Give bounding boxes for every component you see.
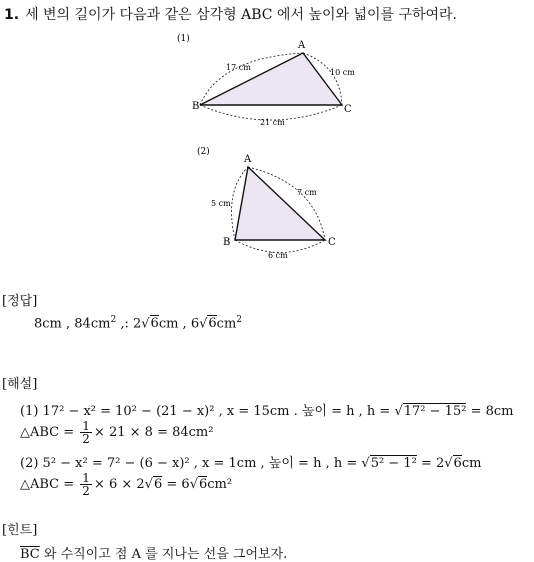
side-bc-length-2: 6 cm: [268, 251, 288, 260]
question-text: 세 변의 길이가 다음과 같은 삼각형 ABC 에서 높이와 넓이를 구하여라.: [25, 7, 458, 23]
solution-area-2: △ABC = $\frac{1}{2}$ × 6 × 2√6 = 6√6cm²: [20, 471, 233, 498]
side-bc-length: 21 cm: [260, 118, 285, 127]
side-ac-length-2: 7 cm: [297, 188, 317, 197]
question-number: 1.: [4, 7, 20, 23]
answer-heading: [정답]: [2, 294, 38, 309]
solution-heading: [해설]: [2, 377, 38, 392]
triangle-figure-2: [190, 143, 350, 263]
vertex-c-label: C: [344, 104, 352, 115]
triangle-abc-1: [200, 53, 342, 105]
solution-line-2: (2) 5² − x² = 7² − (6 − x)² , x = 1cm , 높이 = h , h = √5² − 1² = 2√6cm: [20, 456, 482, 471]
vertex-c-label-2: C: [328, 237, 336, 248]
solution-area-1: △ABC = $\frac{1}{2}$ × 21 × 8 = 84cm²: [20, 419, 214, 446]
question-title: [4, 4, 457, 24]
triangle-abc-2: [235, 167, 325, 240]
figure-2-label: (2): [197, 147, 210, 157]
vertex-a-label: A: [298, 40, 306, 51]
side-ab-length-2: 5 cm: [211, 199, 231, 208]
triangle-figure-1: [170, 30, 370, 130]
side-ab-length: 17 cm: [226, 63, 251, 72]
side-ac-length: 10 cm: [330, 68, 355, 77]
vertex-b-label: B: [192, 101, 200, 112]
vertex-b-label-2: B: [223, 237, 231, 248]
figure-1-label: (1): [177, 34, 190, 44]
hint-line: $\overline{BC}$ 와 수직이고 점 A 를 지나는 선을 그어보자.: [20, 547, 288, 562]
fraction-half-2: $\frac{1}{2}$: [82, 471, 90, 498]
answer-line: 8cm , $84cm^2$ ,: 2√6cm , $6√6cm^2$: [34, 315, 243, 332]
segment-bc: $\overline{BC}$: [20, 547, 40, 562]
hint-heading: [힌트]: [2, 523, 38, 538]
solution-line-1: (1) 17² − x² = 10² − (21 − x)² , x = 15cm . 높이 = h , h = √17² − 15² = 8cm: [20, 404, 514, 419]
vertex-a-label-2: A: [244, 154, 252, 165]
fraction-half-1: $\frac{1}{2}$: [82, 419, 90, 446]
